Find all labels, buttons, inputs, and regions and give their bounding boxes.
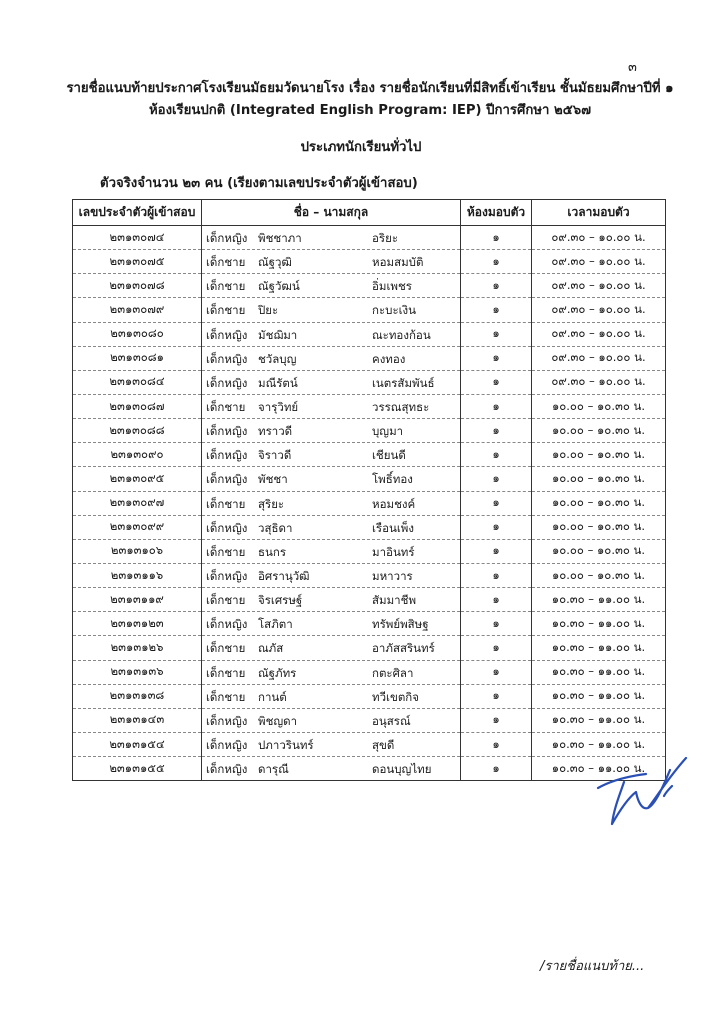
title-prefix: เด็กชาย [206, 496, 246, 511]
last-name: ณะทองก้อน [372, 327, 431, 342]
room-cell: ๑ [461, 394, 532, 418]
exam-id-cell: ๒๓๑๓๐๙๕ [73, 467, 202, 491]
name-cell [202, 636, 461, 660]
student-count-line: ตัวจริงจำนวน ๒๓ คน (เรียงตามเลขประจำตัวผู้เข้าสอบ) [100, 176, 418, 191]
title-prefix: เด็กหญิง [206, 520, 248, 535]
name-cell [202, 539, 461, 563]
time-cell: ๑๐.๓๐ – ๑๑.๐๐ น. [532, 732, 666, 756]
table-row [73, 684, 666, 708]
exam-id-cell: ๒๓๑๓๐๙๗ [73, 491, 202, 515]
time-cell: ๑๐.๓๐ – ๑๑.๐๐ น. [532, 636, 666, 660]
last-name: อนุสรณ์ [372, 713, 411, 728]
first-name: ดารุณี [258, 762, 289, 777]
room-cell: ๑ [461, 539, 532, 563]
last-name: วรรณสุทธะ [372, 399, 430, 414]
room-cell: ๑ [461, 732, 532, 756]
header-exam-id: เลขประจำตัวผู้เข้าสอบ [73, 200, 202, 226]
title-prefix: เด็กหญิง [206, 448, 248, 463]
time-cell: ๑๐.๓๐ – ๑๑.๐๐ น. [532, 612, 666, 636]
time-cell: ๐๙.๓๐ – ๑๐.๐๐ น. [532, 322, 666, 346]
first-name: กานต์ [258, 689, 287, 704]
table-row [73, 757, 666, 781]
exam-id-cell: ๒๓๑๓๑๒๖ [73, 636, 202, 660]
table-row [73, 563, 666, 587]
room-cell: ๑ [461, 226, 532, 250]
title-prefix: เด็กชาย [206, 665, 246, 680]
exam-id-cell: ๒๓๑๓๑๓๘ [73, 684, 202, 708]
exam-id-cell: ๒๓๑๓๑๓๖ [73, 660, 202, 684]
room-cell: ๑ [461, 588, 532, 612]
table-header-row [73, 200, 666, 226]
table-row [73, 346, 666, 370]
time-cell: ๐๙.๓๐ – ๑๐.๐๐ น. [532, 250, 666, 274]
time-cell: ๑๐.๓๐ – ๑๑.๐๐ น. [532, 588, 666, 612]
time-cell: ๑๐.๓๐ – ๑๑.๐๐ น. [532, 660, 666, 684]
first-name: ทราวดี [258, 424, 293, 439]
title-prefix: เด็กชาย [206, 279, 246, 294]
header-report-room: ห้องมอบตัว [461, 200, 532, 226]
last-name: โพธิ์ทอง [372, 472, 413, 487]
title-prefix: เด็กหญิง [206, 713, 248, 728]
header-report-time: เวลามอบตัว [532, 200, 666, 226]
time-cell: ๐๙.๓๐ – ๑๐.๐๐ น. [532, 346, 666, 370]
table-row [73, 660, 666, 684]
last-name: สัมมาชีพ [372, 593, 417, 608]
time-cell: ๑๐.๓๐ – ๑๑.๐๐ น. [532, 757, 666, 781]
last-name: สุขดี [372, 737, 395, 752]
name-cell [202, 708, 461, 732]
name-cell [202, 322, 461, 346]
title-prefix: เด็กหญิง [206, 568, 248, 583]
first-name: จารุวิทย์ [258, 399, 299, 414]
last-name: อิ่มเพชร [372, 279, 412, 294]
time-cell: ๐๙.๓๐ – ๑๐.๐๐ น. [532, 226, 666, 250]
room-cell: ๑ [461, 250, 532, 274]
time-cell: ๑๐.๐๐ – ๑๐.๓๐ น. [532, 467, 666, 491]
title-prefix: เด็กหญิง [206, 327, 248, 342]
title-prefix: เด็กชาย [206, 593, 246, 608]
table-row [73, 491, 666, 515]
last-name: มหาวาร [372, 568, 413, 583]
room-cell: ๑ [461, 298, 532, 322]
name-cell [202, 732, 461, 756]
student-list-table [72, 199, 666, 781]
exam-id-cell: ๒๓๑๓๐๗๘ [73, 274, 202, 298]
first-name: ธนกร [258, 544, 287, 559]
first-name: ณภัส [258, 641, 284, 656]
time-cell: ๑๐.๐๐ – ๑๐.๓๐ น. [532, 491, 666, 515]
last-name: เชียนดี [372, 448, 406, 463]
time-cell: ๑๐.๐๐ – ๑๐.๓๐ น. [532, 563, 666, 587]
room-cell: ๑ [461, 419, 532, 443]
title-prefix: เด็กชาย [206, 303, 246, 318]
exam-id-cell: ๒๓๑๓๑๐๖ [73, 539, 202, 563]
room-cell: ๑ [461, 660, 532, 684]
room-cell: ๑ [461, 322, 532, 346]
exam-id-cell: ๒๓๑๓๐๗๙ [73, 298, 202, 322]
room-cell: ๑ [461, 491, 532, 515]
exam-id-cell: ๒๓๑๓๐๙๐ [73, 443, 202, 467]
exam-id-cell: ๒๓๑๓๐๘๔ [73, 370, 202, 394]
table-row [73, 588, 666, 612]
continuation-note: /รายชื่อแนบท้าย... [540, 959, 645, 974]
table-row [73, 467, 666, 491]
exam-id-cell: ๒๓๑๓๐๘๗ [73, 394, 202, 418]
last-name: ดอนบุญไทย [372, 762, 432, 777]
last-name: ทวีเขตกิจ [372, 689, 419, 704]
last-name: อริยะ [372, 231, 398, 245]
signature [594, 752, 690, 834]
table-row [73, 515, 666, 539]
time-cell: ๑๐.๐๐ – ๑๐.๓๐ น. [532, 419, 666, 443]
name-cell [202, 250, 461, 274]
title-prefix: เด็กหญิง [206, 231, 248, 245]
title-prefix: เด็กชาย [206, 689, 246, 704]
last-name: กตะศิลา [372, 665, 414, 680]
first-name: วสุธิดา [258, 520, 293, 535]
exam-id-cell: ๒๓๑๓๑๕๔ [73, 732, 202, 756]
room-cell: ๑ [461, 346, 532, 370]
time-cell: ๑๐.๐๐ – ๑๐.๓๐ น. [532, 515, 666, 539]
signature-scribble [594, 752, 690, 830]
exam-id-cell: ๒๓๑๓๐๘๑ [73, 346, 202, 370]
title-prefix: เด็กหญิง [206, 351, 248, 366]
exam-id-cell: ๒๓๑๓๐๗๔ [73, 226, 202, 250]
time-cell: ๐๙.๓๐ – ๑๐.๐๐ น. [532, 370, 666, 394]
exam-id-cell: ๒๓๑๓๑๑๖ [73, 563, 202, 587]
table-row [73, 419, 666, 443]
last-name: กะบะเงิน [372, 303, 417, 318]
exam-id-cell: ๒๓๑๓๐๗๕ [73, 250, 202, 274]
last-name: คงทอง [372, 351, 406, 366]
title-prefix: เด็กชาย [206, 641, 246, 656]
name-cell [202, 443, 461, 467]
first-name: ณัฐวัฒน์ [258, 279, 300, 294]
last-name: เนตรสัมพันธ์ [372, 375, 435, 390]
exam-id-cell: ๒๓๑๓๐๙๙ [73, 515, 202, 539]
last-name: บุญมา [372, 424, 404, 439]
last-name: เรือนเพ็ง [372, 520, 415, 535]
last-name: หอมชงค์ [372, 496, 416, 511]
room-cell: ๑ [461, 467, 532, 491]
time-cell: ๑๐.๐๐ – ๑๐.๓๐ น. [532, 443, 666, 467]
name-cell [202, 757, 461, 781]
time-cell: ๑๐.๐๐ – ๑๐.๓๐ น. [532, 539, 666, 563]
name-cell [202, 274, 461, 298]
exam-id-cell: ๒๓๑๓๑๕๕ [73, 757, 202, 781]
table-row [73, 370, 666, 394]
time-cell: ๑๐.๓๐ – ๑๑.๐๐ น. [532, 684, 666, 708]
title-prefix: เด็กชาย [206, 255, 246, 270]
room-cell: ๑ [461, 563, 532, 587]
table-row [73, 394, 666, 418]
first-name: ปภาวรินทร์ [258, 737, 314, 752]
room-cell: ๑ [461, 274, 532, 298]
name-cell [202, 588, 461, 612]
last-name: หอมสมบัติ [372, 255, 424, 270]
table-row [73, 636, 666, 660]
page-number: ๓ [628, 60, 637, 75]
table-row [73, 443, 666, 467]
exam-id-cell: ๒๓๑๓๐๘๘ [73, 419, 202, 443]
table-row [73, 708, 666, 732]
title-prefix: เด็กหญิง [206, 472, 248, 487]
first-name: พัชชา [258, 472, 288, 487]
room-cell: ๑ [461, 515, 532, 539]
header-full-name: ชื่อ – นามสกุล [202, 200, 461, 226]
document-title-line2: ห้องเรียนปกติ (Integrated English Program: IEP) ปีการศึกษา ๒๕๖๗ [148, 103, 592, 118]
table-row [73, 612, 666, 636]
name-cell [202, 612, 461, 636]
first-name: โสภิตา [258, 617, 293, 632]
title-prefix: เด็กหญิง [206, 617, 248, 632]
name-cell [202, 467, 461, 491]
time-cell: ๐๙.๓๐ – ๑๐.๐๐ น. [532, 274, 666, 298]
room-cell: ๑ [461, 636, 532, 660]
name-cell [202, 419, 461, 443]
time-cell: ๑๐.๐๐ – ๑๐.๓๐ น. [532, 394, 666, 418]
exam-id-cell: ๒๓๑๓๑๒๓ [73, 612, 202, 636]
title-prefix: เด็กชาย [206, 399, 246, 414]
first-name: ชวัลบุญ [258, 351, 297, 366]
table-row [73, 732, 666, 756]
exam-id-cell: ๒๓๑๓๑๔๓ [73, 708, 202, 732]
first-name: ปิยะ [258, 303, 279, 318]
title-prefix: เด็กหญิง [206, 375, 248, 390]
name-cell [202, 226, 461, 250]
name-cell [202, 684, 461, 708]
time-cell: ๐๙.๓๐ – ๑๐.๐๐ น. [532, 298, 666, 322]
last-name: อาภัสสรินทร์ [372, 641, 435, 656]
exam-id-cell: ๒๓๑๓๐๘๐ [73, 322, 202, 346]
name-cell [202, 491, 461, 515]
room-cell: ๑ [461, 443, 532, 467]
name-cell [202, 394, 461, 418]
table-row [73, 539, 666, 563]
title-prefix: เด็กหญิง [206, 762, 248, 777]
first-name: ณัฐภัทร [258, 665, 297, 680]
last-name: มาอินทร์ [372, 544, 415, 559]
table-row [73, 322, 666, 346]
first-name: พิชชาภา [258, 231, 302, 245]
first-name: มณีรัตน์ [258, 375, 298, 390]
room-cell: ๑ [461, 612, 532, 636]
title-prefix: เด็กหญิง [206, 424, 248, 439]
title-prefix: เด็กชาย [206, 544, 246, 559]
table-row [73, 250, 666, 274]
table-body [73, 226, 666, 781]
name-cell [202, 346, 461, 370]
room-cell: ๑ [461, 757, 532, 781]
document-title-line1: รายชื่อแนบท้ายประกาศโรงเรียนมัธยมวัดนายโรง เรื่อง รายชื่อนักเรียนที่มีสิทธิ์เข้าเรียน ชั้นมัธยมศึกษาปีที่ ๑ [66, 81, 674, 96]
room-cell: ๑ [461, 684, 532, 708]
last-name: ทรัพย์พสิษฐ [372, 617, 429, 632]
student-category-heading: ประเภทนักเรียนทั่วไป [300, 140, 422, 155]
first-name: อิศรานุวัฒิ [258, 568, 310, 583]
first-name: จิราวดี [258, 448, 292, 463]
first-name: ณัฐวุฒิ [258, 255, 292, 270]
room-cell: ๑ [461, 708, 532, 732]
table-row [73, 298, 666, 322]
name-cell [202, 370, 461, 394]
first-name: พิชญดา [258, 713, 298, 728]
first-name: มัชฌิมา [258, 327, 298, 342]
name-cell [202, 515, 461, 539]
name-cell [202, 298, 461, 322]
name-cell [202, 563, 461, 587]
time-cell: ๑๐.๓๐ – ๑๑.๐๐ น. [532, 708, 666, 732]
title-prefix: เด็กหญิง [206, 737, 248, 752]
table-row [73, 226, 666, 250]
room-cell: ๑ [461, 370, 532, 394]
name-cell [202, 660, 461, 684]
first-name: จิรเศรษฐ์ [258, 593, 303, 608]
exam-id-cell: ๒๓๑๓๑๑๙ [73, 588, 202, 612]
first-name: สุริยะ [258, 496, 285, 511]
table-row [73, 274, 666, 298]
